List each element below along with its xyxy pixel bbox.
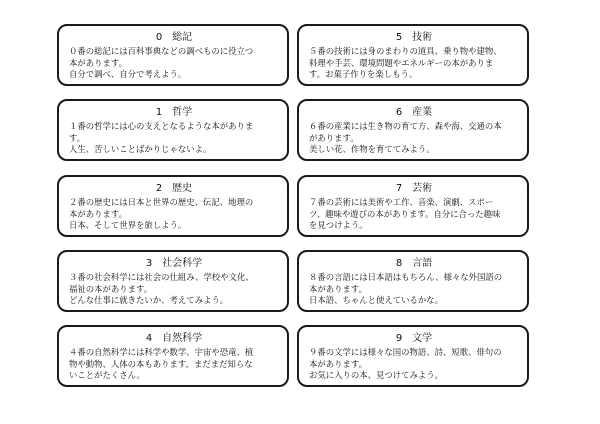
- card-text-line: どんな仕事に就きたいか、考えてみよう。: [69, 295, 229, 305]
- card-text-line: お気に入りの本、見つけてみよう。: [309, 370, 443, 380]
- card-0-general-works: [57, 24, 289, 86]
- card-body: [69, 347, 279, 382]
- card-text-line: 本があります。: [69, 208, 127, 219]
- card-body: [309, 121, 519, 156]
- card-title: 3 社会科学: [145, 258, 203, 269]
- card-6-industry: [297, 99, 529, 161]
- card-body: [309, 272, 519, 307]
- card-text-line: １番の哲学には心の支えとなるような本がありま: [69, 121, 254, 131]
- card-7-arts: [297, 175, 529, 237]
- card-text-line: す。: [69, 132, 86, 143]
- card-text-line: ０番の総記には百科事典などの調べものに役立つ: [69, 46, 254, 56]
- card-text-line: ４番の自然科学には科学や数学、宇宙や恐竜、植: [69, 347, 254, 357]
- card-text-line: す。お菓子作りを楽しもう。: [309, 69, 418, 79]
- card-3-social-sciences: [57, 250, 289, 312]
- card-title: 0 総記: [155, 32, 193, 43]
- card-title: 4 自然科学: [145, 333, 203, 344]
- card-text-line: 本があります。: [309, 358, 367, 369]
- card-text-line: を見つけよう。: [309, 220, 368, 230]
- card-8-language: [297, 250, 529, 312]
- card-title: 6 産業: [395, 107, 433, 118]
- card-title: 5 技術: [395, 32, 433, 43]
- card-text-line: ２番の歴史には日本と世界の歴史、伝記、地理の: [69, 197, 254, 207]
- card-text-line: 人生、苦しいことばかりじゃないよ。: [69, 144, 212, 154]
- card-text-line: ６番の産業には生き物の育て方、森や海、交通の本: [309, 121, 502, 131]
- card-title: 8 言語: [395, 258, 433, 269]
- card-text-line: があります。: [309, 132, 359, 143]
- card-body: [309, 46, 519, 81]
- card-title: 2 歴史: [155, 183, 193, 194]
- card-title: 7 芸術: [395, 183, 433, 194]
- card-text-line: ８番の言語には日本語はもちろん、様々な外国語の: [309, 272, 503, 282]
- card-text-line: ツ、趣味や遊びの本があります。自分に合った趣味: [309, 208, 501, 219]
- card-9-literature: [297, 325, 529, 387]
- card-4-natural-sciences: [57, 325, 289, 387]
- card-text-line: ７番の芸術には美術や工作、音楽、演劇、スポー: [309, 197, 494, 207]
- card-text-line: ５番の技術には身のまわりの道具、乗り物や建物、: [309, 46, 502, 56]
- card-text-line: 本があります。: [309, 283, 367, 294]
- card-2-history: [57, 175, 289, 237]
- card-text-line: 物や動物、人体の本もあります。まだまだ知らな: [69, 358, 253, 369]
- card-body: [309, 197, 519, 232]
- card-title: 9 文学: [395, 333, 433, 344]
- card-text-line: いことがたくさん。: [69, 370, 145, 380]
- card-text-line: ３番の社会科学には社会の仕組み、学校や文化、: [69, 272, 254, 282]
- card-text-line: ９番の文学には様々な国の物語、詩、短歌、俳句の: [309, 347, 502, 357]
- card-text-line: 日本語、ちゃんと使えているかな。: [309, 295, 443, 305]
- card-body: [69, 121, 279, 156]
- card-body: [69, 197, 279, 232]
- card-text-line: 自分で調べ、自分で考えよう。: [69, 69, 187, 79]
- card-title: 1 哲学: [155, 107, 193, 118]
- card-body: [69, 46, 279, 81]
- card-text-line: 本があります。: [69, 57, 127, 68]
- card-text-line: 日本、そして世界を旅しよう。: [69, 220, 187, 230]
- card-text-line: 料理や手芸、環境問題やエネルギーの本がありま: [309, 57, 494, 68]
- card-5-technology: [297, 24, 529, 86]
- card-text-line: 福祉の本があります。: [69, 283, 153, 294]
- card-text-line: 美しい花、作物を育ててみよう。: [309, 144, 435, 154]
- card-1-philosophy: [57, 99, 289, 161]
- card-body: [309, 347, 519, 382]
- card-body: [69, 272, 279, 307]
